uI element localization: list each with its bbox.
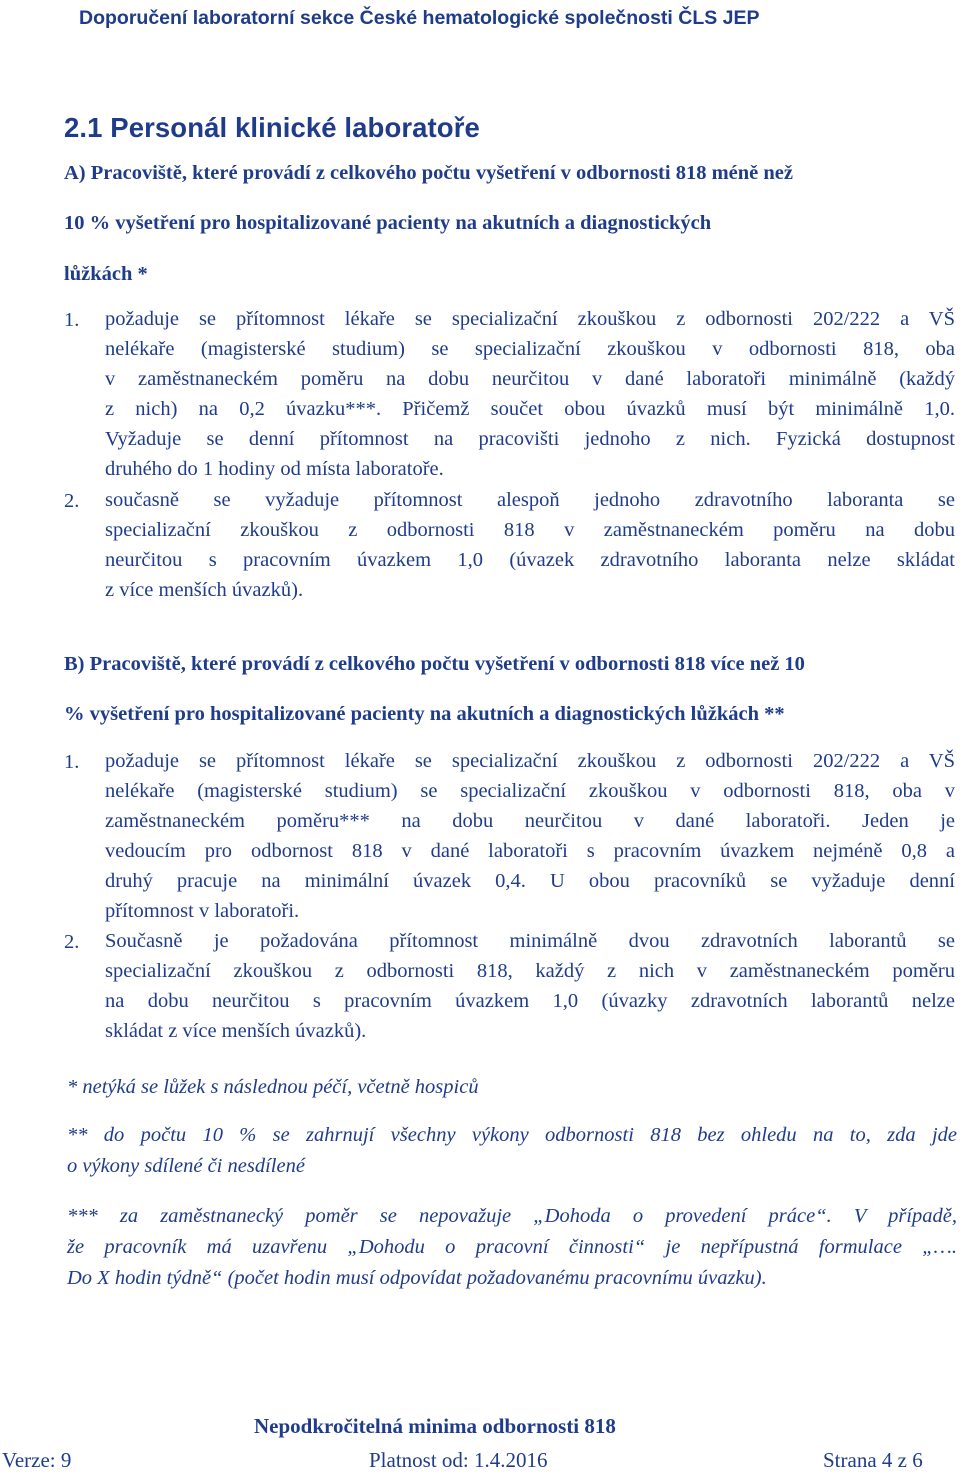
document-header: Doporučení laboratorní sekce České hematologické společnosti ČLS JEP (79, 7, 760, 29)
footnote-2 (67, 1120, 957, 1182)
text-line: v zaměstnaneckém poměru na dobu neurčitou v dané laboratoři minimálně (každý (105, 368, 955, 390)
text-line: druhého do 1 hodiny od místa laboratoře. (105, 458, 444, 480)
section-a-heading-line-3: lůžkách * (64, 263, 148, 285)
footnote-line: * netýká se lůžek s následnou péčí, včetně hospiců (67, 1076, 479, 1098)
text-line: skládat z více menších úvazků). (105, 1020, 367, 1042)
footer-page-number: Strana 4 z 6 (823, 1448, 923, 1472)
footnote-line: o výkony sdílené či nesdílené (67, 1155, 305, 1177)
text-line: specializační zkouškou z odbornosti 818 v zaměstnaneckém poměru na dobu (105, 519, 955, 541)
text-line: vedoucím pro odbornost 818 v dané laboratoři s pracovním úvazkem nejméně 0,8 a (105, 840, 955, 862)
footnote-line: *** za zaměstnanecký poměr se nepovažuje „Dohoda o provedení práce“. V případě, (67, 1205, 957, 1227)
section-a-item-2-text (105, 485, 955, 605)
text-line: Současně je požadována přítomnost minimálně dvou zdravotních laborantů se (105, 930, 955, 952)
text-line: nelékaře (magisterské studium) se specializační zkouškou v odbornosti 818, oba v (105, 780, 955, 802)
text-line: specializační zkouškou z odbornosti 818, každý z nich v zaměstnaneckém poměru (105, 960, 955, 982)
section-b-heading-line-1: B) Pracoviště, které provádí z celkového počtu vyšetření v odbornosti 818 více než 10 (64, 653, 805, 675)
footer-valid-from: Platnost od: 1.4.2016 (369, 1448, 548, 1472)
text-line: na dobu neurčitou s pracovním úvazkem 1,0 (úvazky zdravotních laborantů nelze (105, 990, 955, 1012)
section-a-item-1-text (105, 304, 955, 484)
text-line: druhý pracuje na minimální úvazek 0,4. U obou pracovníků se vyžaduje denní (105, 870, 955, 892)
text-line: nelékaře (magisterské studium) se specializační zkouškou v odbornosti 818, oba (105, 338, 955, 360)
footnote-3 (67, 1201, 957, 1294)
footnote-1 (67, 1072, 957, 1103)
text-line: současně se vyžaduje přítomnost alespoň jednoho zdravotního laboranta se (105, 489, 955, 511)
section-title: 2.1 Personál klinické laboratoře (64, 112, 480, 143)
section-b-heading-line-2: % vyšetření pro hospitalizované pacienty na akutních a diagnostických lůžkách ** (64, 703, 785, 725)
footnote-line: Do X hodin týdně“ (počet hodin musí odpovídat požadovanému pracovnímu úvazku). (67, 1267, 767, 1289)
footer-title: Nepodkročitelná minima odbornosti 818 (254, 1414, 616, 1438)
footer-version: Verze: 9 (2, 1448, 72, 1472)
section-b-item-1-text (105, 746, 955, 926)
text-line: požaduje se přítomnost lékaře se specializační zkouškou z odbornosti 202/222 a VŠ (105, 750, 955, 772)
text-line: Vyžaduje se denní přítomnost na pracovišti jednoho z nich. Fyzická dostupnost (105, 428, 955, 450)
section-b-item-2-number: 2. (64, 931, 80, 953)
section-b-item-2-text (105, 926, 955, 1046)
text-line: neurčitou s pracovním úvazkem 1,0 (úvazek zdravotního laboranta nelze skládat (105, 549, 955, 571)
section-a-item-2-number: 2. (64, 490, 80, 512)
footnote-line: že pracovník má uzavřenu „Dohodu o pracovní činnosti“ je nepřípustná formulace „…. (67, 1236, 957, 1258)
text-line: požaduje se přítomnost lékaře se specializační zkouškou z odbornosti 202/222 a VŠ (105, 308, 955, 330)
text-line: z více menších úvazků). (105, 579, 304, 601)
footnote-line: ** do počtu 10 % se zahrnují všechny výkony odbornosti 818 bez ohledu na to, zda jde (67, 1124, 957, 1146)
section-a-heading-line-1: A) Pracoviště, které provádí z celkového počtu vyšetření v odbornosti 818 méně než (64, 162, 793, 184)
section-a-item-1-number: 1. (64, 309, 80, 331)
text-line: přítomnost v laboratoři. (105, 900, 300, 922)
text-line: z nich) na 0,2 úvazku***. Přičemž součet obou úvazků musí být minimálně 1,0. (105, 398, 955, 420)
section-b-item-1-number: 1. (64, 751, 80, 773)
section-a-heading-line-2: 10 % vyšetření pro hospitalizované pacienty na akutních a diagnostických (64, 212, 712, 234)
text-line: zaměstnaneckém poměru*** na dobu neurčitou v dané laboratoři. Jeden je (105, 810, 955, 832)
